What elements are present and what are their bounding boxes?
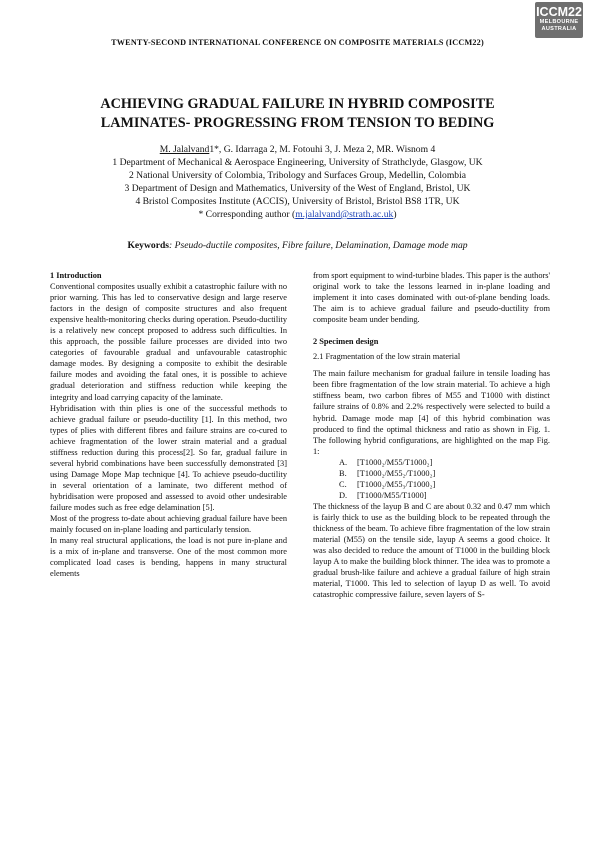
list-item-text: [T1000₂/M55₂/T1000₂] [357, 468, 436, 478]
paper-title [40, 95, 555, 133]
intro-paragraph-3: Most of the progress to-date about achieving gradual failure have been mainly focused on in-plane loading and particularly tension. [50, 514, 287, 535]
intro-paragraph-1: Conventional composites usually exhibit a catastrophic failure with no prior warning. This has led to conservative design and large reserve factors in the design of composite structures and also frequent expensive health-monitoring checks during operation. Pseudo-ductility is a relatively new concept proposed to address such difficulties. In this approach, the possible failure processes are divided into two categories of favourable gradual and unfavourable catastrophic damage modes. By designing a composite to exhibit the desirable failure modes and avoiding the fatal ones, it is possible to achieve gradual deterioration and stiffness reduction while keeping the integrity and load carrying capacity of the laminate. [50, 282, 287, 402]
corr-suffix: ) [393, 209, 397, 220]
logo-city-text: MELBOURNE [539, 19, 579, 25]
list-item-text: [T1000₂/M55/T1000₂] [357, 457, 433, 467]
corresponding-author [40, 208, 555, 221]
list-item [339, 490, 550, 501]
right-column [313, 270, 550, 600]
section-2-1-heading: 2.1 Fragmentation of the low strain material [313, 352, 461, 362]
logo-country-text: AUSTRALIA [541, 26, 577, 32]
keywords-line [40, 240, 555, 251]
hybrid-configuration-list [313, 457, 550, 501]
section-2-1-paragraph-2: The thickness of the layup B and C are about 0.32 and 0.47 mm which is fairly thick to use as the building block to be repeated through the thickness of the beam. To achieve fibre fragmentation of the low strain material (M55) on the tensile side, layup A seems a good choice. It was also decided to reduce the amount of T1000 in the building block layup A to make the building block thinner. The idea was to promote a gradual brush-like failure and achieve a gradual failure of high strain material, T1000. This led to selection of layup D as well. To avoid catastrophic compressive failure, seven layers of S- [313, 501, 550, 600]
affiliation-4: 4 Bristol Composites Institute (ACCIS), University of Bristol, Bristol BS8 1TR, UK [135, 196, 460, 207]
intro-paragraph-4: In many real structural applications, the load is not pure in-plane and is a mix of in-plane and transverse. One of the most common more complicated load cases is bending, happens in many structural elements [50, 536, 287, 579]
author-names [40, 143, 555, 156]
keywords-text: : Pseudo-ductile composites, Fibre failure, Delamination, Damage mode map [169, 240, 468, 251]
logo-main-text: ICCM22 [536, 5, 582, 19]
iccm22-logo [535, 2, 583, 38]
affiliation-1: 1 Department of Mechanical & Aerospace Engineering, University of Strathclyde, Glasgow, UK [112, 157, 483, 168]
intro-paragraph-2: Hybridisation with thin plies is one of the successful methods to achieve gradual failure or pseudo-ductility [1]. In this method, two types of plies with different fibres and failure strains are co-cured to achieve fragmentation of the lower strain material and a gradual stiffness reduction during this process[2]. So far, gradual failure in several hybrid combinations have been successfully demonstrated [3] using Damage Mope Map technique [4]. To achieve pseudo-ductility in several orientation of a laminate, two different method of hybridisation were proposed and assessed to avoid other undesirable failure modes such as free edge delamination [5]. [50, 403, 287, 512]
section-2-1-paragraph-1: The main failure mechanism for gradual failure in tensile loading has been fibre fragmentation of the low strain material. To achieve a high stiffness beam, two carbon fibres of M55 and T1000 with distinct failure strains of 0.8% and 2.2% respectively were selected to build a hybrid. Damage mode map [4] of this hybrid combination was produced to find the optimal thickness and ratio as shown in Fig. 1. The following hybrid configurations, are highlighted on the map Fig. 1: [313, 369, 550, 456]
lead-author: M. Jalalvand [159, 144, 210, 155]
title-line-1: ACHIEVING GRADUAL FAILURE IN HYBRID COMPOSITE [100, 96, 495, 112]
list-item-label: A. [339, 457, 348, 467]
co-authors: 1*, G. Idarraga 2, M. Fotouhi 3, J. Meza 2, MR. Wisnom 4 [209, 144, 436, 155]
author-block [40, 143, 555, 221]
list-item-text: [T1000₂/M55₃/T1000₂] [357, 479, 436, 489]
list-item [339, 457, 550, 468]
continued-paragraph: from sport equipment to wind-turbine blades. This paper is the authors' original work to take the lessons learned in in-plane loading and implement it into cases dominated with out-of-plane bending loads. The aim is to achieve gradual failure and pseudo-ductility from composite beam under bending. [313, 271, 551, 325]
left-column [50, 270, 287, 579]
corr-prefix: * Corresponding author ( [198, 209, 296, 220]
conference-header: TWENTY-SECOND INTERNATIONAL CONFERENCE ON COMPOSITE MATERIALS (ICCM22) [111, 38, 484, 47]
keywords-label: Keywords [127, 240, 170, 251]
section-2-heading: 2 Specimen design [313, 337, 379, 347]
corresponding-email-link[interactable]: m.jalalvand@strath.ac.uk [295, 209, 394, 220]
affiliation-3: 3 Department of Design and Mathematics, University of the West of England, Bristol, UK [124, 183, 471, 194]
intro-heading: 1 Introduction [50, 271, 102, 280]
affiliation-2: 2 National University of Colombia, Tribology and Surfaces Group, Medellin, Colombia [128, 170, 467, 181]
list-item-label: D. [339, 490, 348, 500]
title-line-2: LAMINATES- PROGRESSING FROM TENSION TO BEDING [100, 115, 495, 131]
list-item [339, 479, 550, 490]
list-item [339, 468, 550, 479]
list-item-label: C. [339, 479, 347, 489]
list-item-text: [T1000/M55/T1000] [357, 490, 427, 500]
list-item-label: B. [339, 468, 347, 478]
